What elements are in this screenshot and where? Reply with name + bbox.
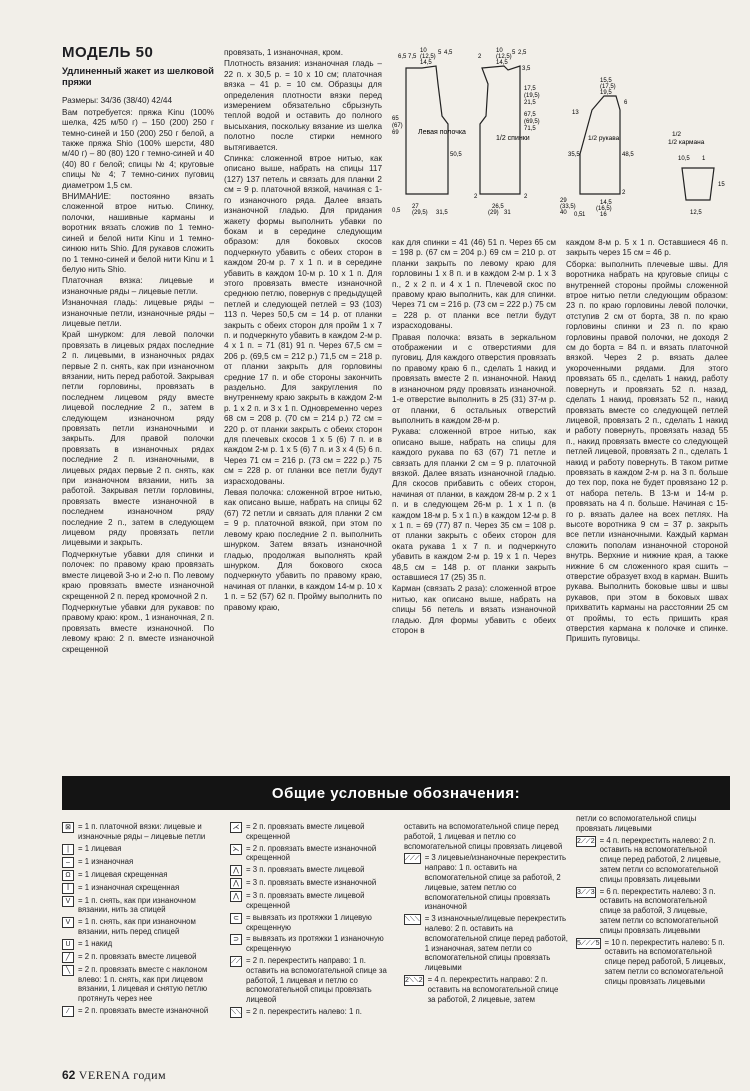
legend-text: = 2 п. перекрестить налево: 1 п. (246, 1006, 362, 1016)
front-top-dim: 10 (420, 48, 427, 54)
pocket-label-line-1: 1/2 (672, 131, 682, 138)
paragraph: Изнаночная гладь: лицевые ряды – изнаночные петли, изнаночные ряды – лицевые петли. (62, 298, 214, 328)
legend-row (62, 870, 222, 881)
back-side-dim: 17,5 (524, 86, 536, 92)
model-subtitle: Удлиненный жакет из шелковой пряжи (62, 66, 214, 89)
legend-row (62, 844, 222, 855)
stitch-symbol-icon: 3⟋⟋3 (577, 888, 595, 896)
legend-text: = 1 п. снять, как при изнаночном вязании, нить перед спицей (78, 917, 196, 936)
legend-title: Общие условные обозначения: (271, 784, 521, 802)
sleeve-top-dim: (17,5) (600, 84, 616, 90)
paragraph: Левая полочка: сложенной втрое нитью, как описано выше, набрать на спицы 62 (67) 72 петли и связать для планки 2 см = 9 р. платочной вязкой, при этом по левому краю последние 2 п. выполнить шнурком. Затем вязать изнаночной гладью, продолжая выполнять край шнурком. Для бокового скоса подчеркнуто убавить по правому краю, начиная от планки, в каждом 14-м р. 10 x 1 п. = 52 (57) 62 п. Пройму выполнить по правому краю, (224, 488, 382, 612)
pocket-top-dim: 15 (718, 182, 725, 188)
back-label: 1/2 спинки (496, 135, 530, 142)
sleeve-bottom-dim: (33,5) (560, 204, 576, 210)
paragraph: Платочная вязка: лицевые и изнаночные ряды – лицевые петли. (62, 276, 214, 296)
paragraph: Спинка: сложенной втрое нитью, как описано выше, набрать на спицы 117 (127) 137 петель и связать для планки 2 см = 9 р. платочной вязкой, начиная с 1-го изнаночного ряда. Далее вязать изнаночной гладью. Для придания жакету формы выполнить убавки по бокам и в середине следующим образом: для боковых скосов подчеркнуто убавить с обеих сторон в каждом 20-м р. 7 x 1 п. и в середине убавить в каждом 10-м р. 10 x 1 п. Для этого провязать вместе изнаночной среднюю петлю, повернув с предыдущей петлей и следующей петлей = 93 (103) 113 п. Через 50,5 см = 14 р. от планки закрыть с обеих сторон для пройм 1 x 7 п. и подчеркнуто убавить в каждом 2-м р. 4 x 1 п. = 71 (81) 91 п. Через 67,5 см = 206 р. (69,5 см = 212 р.) 71,5 см = 218 р. от планки закрыть для горловины средние 17 п. и обе стороны закончить раздельно. Для закругления по внутреннему краю закрыть в каждом 2-м р. 1 x 2 п. и 3 x 1 п. Одновременно через 68 см = 208 р. (70 см = 214 р.) 72 см = 220 р. от планки закрыть с обеих сторон для плечевых скосов 1 x 5 (6) 7 п. и в каждом 2-м р. 1 x 5 (6) 7 п. и 3 x 4 (5) 6 п. Через 71 см = 216 р. (73 см = 222 р.) 75 см = 228 р. от планки все петли будут израсходованы. (224, 154, 382, 486)
pocket-schematic (682, 168, 714, 200)
legend-text: = 6 п. перекрестить налево: 3 п. оставить на вспомогательной спице за работой, 3 лицевые, затем петли со вспомогательной спицы провязать лицевыми (599, 886, 719, 935)
stitch-symbol-icon: V (62, 896, 74, 907)
legend-row (230, 878, 398, 889)
back-bottom-dim: 31 (504, 210, 511, 216)
back-schematic (480, 66, 520, 194)
pocket-bottom-dim: 12,5 (690, 210, 702, 216)
pocket-label: 1/2 кармана (668, 139, 705, 146)
stitch-symbol-icon: ⋀ (230, 878, 242, 889)
page-footer (62, 1068, 166, 1083)
legend-text: = 1 изнаночная скрещенная (78, 882, 180, 892)
legend-text: = 2 п. провязать вместе изнаночной (78, 1005, 209, 1015)
back-top-dim: (12,5) (496, 54, 512, 60)
paragraph: Край шнурком: для левой полочки провязать в лицевых рядах последние 2 п. лицевыми, в изнаночных рядах первые 2 п. снять, как при изнаночном вязании, нить перед работой. Закрывая петли горловины, провязать в последнем лицевом ряду вместе лицевой последние 2 п., затем в следующем изнаночном ряду провязать петли изнаночными и закрыть. Для правой полочки провязать в изнаночных рядах последние 2 п. изнаночными, в лицевых рядах первые 2 п. снять, как при изнаночном вязании, нить за работой. Закрывая петли горловины, провязать вместе изнаночной в последнем изнаночном ряду последние 2 п., затем в следующем лицевом ряду провязать петли лицевыми и закрыть. (62, 330, 214, 548)
legend-row (230, 1007, 398, 1018)
legend-row (62, 857, 222, 868)
legend-column-2 (230, 822, 398, 1020)
front-top-dim: 14,5 (420, 60, 432, 66)
legend-text: = 1 лицевая скрещенная (78, 869, 168, 879)
paragraph: Рукава: сложенной втрое нитью, как описано выше, набрать на спицы для каждого рукава по 63 (67) 71 петле и связать для планки 2 см = 9 р. платочной вязкой. Далее вязать изнаночной гладью. Для скосов прибавить с обеих сторон, начиная от планки, в каждом 28-м р. 2 x 1 п. и в следующем 26-м р. 1 x 1 п. (в каждом 18-м р. 5 x 1 п.) в каждом 12-м р. 8 x 1 п. = 69 (77) 87 п. Через 35 см = 108 р. от планки закрыть с обеих сторон для оката рукава 1 x 7 п. и подчеркнуто убавить в каждом 2-м р. 19 x 1 п. Через 48,5 см = 148 р. от планки закрыть оставшиеся 17 (25) 35 п. (392, 427, 556, 582)
legend-text: = 1 накид (78, 938, 113, 948)
stitch-symbol-icon: ⟋⟋ (231, 957, 241, 965)
stitch-symbol-icon: ⁄ (62, 1006, 74, 1017)
pattern-schematics (392, 44, 728, 236)
back-side-dim: 71,5 (524, 126, 536, 132)
legend-row (230, 956, 398, 1005)
sleeve-bottom-dim: 14,5 (600, 200, 612, 206)
paragraph: как для спинки = 41 (46) 51 п. Через 65 см = 198 р. (67 см = 204 р.) 69 см = 210 р. от планки закрыть по левому краю для горловины 1 x 8 п. и в каждом 2-м р. 1 x 3 п., 2 x 2 п. и 4 x 1 п. Плечевой скос по правому краю выполнить, как для спинки. Через 71 см = 216 р. (73 см = 222 р.) 75 см = 228 р. от планки все петли будут израсходованы. (392, 238, 556, 331)
legend-text: = 2 п. провязать вместе лицевой (78, 951, 197, 961)
legend-text: оставить на вспомогательной спице перед работой, 1 лицевая и петлю со вспомогательной спицы провязать лицевой (404, 822, 563, 851)
stitch-symbol-icon: ⟍⟍ (231, 1008, 241, 1016)
stitch-symbol-icon: 2⟋⟋2 (577, 837, 595, 845)
front-top-dim: 6,5 (398, 54, 407, 60)
sleeve-bottom-dim: 40 (560, 210, 567, 216)
front-bottom-dim: (29,5) (412, 210, 428, 216)
back-side-dim: (19,5) (524, 93, 540, 99)
paragraph: Размеры: 34/36 (38/40) 42/44 (62, 96, 173, 106)
legend-row (62, 939, 222, 950)
sleeve-side-dim: 35,5 (568, 152, 580, 158)
legend-text: = 1 п. снять, как при изнаночном вязании, нить за спицей (78, 895, 196, 915)
sleeve-top-dim: 13 (572, 110, 579, 116)
legend-row (62, 822, 222, 842)
back-top-dim: 2 (478, 54, 482, 60)
legend-row (404, 822, 568, 851)
magazine-brand: VERENA годим (78, 1068, 167, 1082)
legend-row (404, 975, 568, 1004)
sleeve-schematic (580, 96, 620, 194)
text-column-2 (224, 48, 382, 614)
back-side-dim: 67,5 (524, 112, 536, 118)
pocket-top-dim: 1 (702, 156, 706, 162)
back-side-dim: (69,5) (524, 119, 540, 125)
paragraph: провязать, 1 изнаночная, кром. (224, 48, 343, 57)
sleeve-side-dim: 2 (622, 190, 626, 196)
legend-row (230, 822, 398, 842)
stitch-symbol-icon: U (62, 939, 74, 950)
stitch-symbol-icon: ⊠ (62, 822, 74, 833)
legend-row (576, 814, 728, 834)
back-top-dim: 3,5 (522, 66, 531, 72)
sleeve-bottom-dim: 16 (600, 212, 607, 218)
legend-row (230, 913, 398, 933)
front-top-dim: 5 (438, 50, 442, 56)
front-top-dim: (12,5) (420, 54, 436, 60)
sleeve-top-dim: 6 (624, 100, 628, 106)
paragraph: Плотность вязания: изнаночная гладь – 22 п. x 30,5 р. = 10 x 10 см; платочная вязка – 41 р. = 10 см. Образцы для определения плотности вязки перед измерением обязательно сбрызнуть теплой водой и оставить до полного высыхания, поскольку вязание из шелка полотно после стирки немного вытягивается. (224, 59, 382, 152)
legend-text: = 1 лицевая (78, 843, 122, 853)
stitch-symbol-icon: ⟋⟋⟋ (405, 855, 420, 863)
back-side-dim: 2 (524, 194, 528, 200)
front-side-dim: 69 (392, 130, 399, 136)
paragraph: Вам потребуется: пряжа Kinu (100% шелка, 425 м/50 г) – 150 (200) 250 г темно-синей и 150 (200) 250 г белой, а также пряжа Shio (100% шерсти, 480 м/40 г) – 80 (80) 120 г темно-синей и 40 (40) 80 г белой; спицы № 4; круговые спицы № 4; 7 темно-синих пуговиц диаметром 1,5 см. (62, 107, 214, 190)
paragraph: каждом 8-м р. 5 x 1 п. Оставшиеся 46 п. закрыть через 15 см = 46 р. (566, 238, 728, 258)
legend-row (576, 938, 728, 987)
legend-text: = 2 п. провязать вместе изнаночной скрещенной (246, 843, 377, 863)
legend-row (230, 891, 398, 911)
sleeve-label: 1/2 рукава (588, 135, 620, 142)
legend-row (230, 934, 398, 954)
legend-column-1 (62, 822, 222, 1019)
stitch-symbol-icon: | (62, 844, 74, 855)
paragraph: ВНИМАНИЕ: постоянно вязать сложенной втрое нитью. Спинку, полочки, нашивные карманы и воротник вязать сложив по 1 темно-синей и белой нити Kinu и 1 темно-синюю нить Shio. Для рукавов сложить по 1 темно-синей и белой нити Kinu и 1 белую нить Shio. (62, 192, 214, 274)
sleeve-top-dim: 19,5 (600, 90, 612, 96)
text-column-4 (566, 238, 728, 646)
legend-text: = вывязать из протяжки 1 изнаночную скрещенную (246, 934, 384, 954)
legend-row (404, 914, 568, 973)
front-bottom-dim: 27 (412, 204, 419, 210)
pocket-top-dim: 10,5 (678, 156, 690, 162)
sleeve-bottom-dim: (16,5) (596, 206, 612, 212)
back-top-dim: 14,5 (496, 60, 508, 66)
front-label: Левая полочка (418, 129, 466, 136)
stitch-symbol-icon: ╲ (62, 965, 74, 976)
legend-text: = 1 п. платочной вязки: лицевые и изнаночные ряды – лицевые петли (78, 822, 206, 841)
stitch-symbol-icon: – (62, 857, 74, 868)
sleeve-bottom-dim: 29 (560, 198, 567, 204)
stitch-symbol-icon: V (62, 917, 74, 928)
legend-row (230, 865, 398, 876)
legend-text: = 1 изнаночная (78, 856, 134, 866)
stitch-symbol-icon: ⋌ (230, 822, 242, 833)
legend-row (230, 844, 398, 864)
back-side-dim: 21,5 (524, 100, 536, 106)
sleeve-bottom-dim: 0,5 (574, 212, 583, 218)
legend-column-3 (404, 822, 568, 1006)
stitch-symbol-icon: 2⟍⟍2 (405, 976, 423, 984)
legend-text: = 3 лицевые/изнаночные перекрестить направо: 1 п. оставить на вспомогательной спице за работой, 2 лицевые, затем петлю со вспомогательной спицы провязать изнаночной (424, 853, 567, 912)
legend-row (404, 853, 568, 912)
front-bottom-dim: 0,5 (392, 208, 401, 214)
paragraph: Правая полочка: вязать в зеркальном отображении и с отверстиями для пуговиц. Для каждого отверстия провязать по правому краю 6 п., сделать 1 накид и провязать вместе 2 п. изнаночной. Накид в изнаночном ряду провязать изнаночной. 1-е отверстие выполнить в 25 (31) 37-м р. от планки, 6 остальных отверстий выполнить в каждом 28-м р. (392, 332, 556, 425)
stitch-symbol-icon: ╱ (62, 952, 74, 963)
stitch-symbol-icon: Ω (62, 870, 74, 881)
stitch-symbol-icon: ⟍⟍⟍ (405, 916, 420, 924)
sleeve-bottom-dim: 1 (582, 212, 586, 218)
legend-text: = 3 п. провязать вместе лицевой (246, 865, 365, 875)
legend-text: = 3 п. провязать вместе изнаночной (246, 878, 377, 888)
back-top-dim: 10 (496, 48, 503, 54)
back-bottom-dim: (29) (488, 210, 499, 216)
legend-column-4 (576, 814, 728, 989)
stitch-symbol-icon: ⋀ (230, 865, 242, 876)
front-side-dim: 65 (392, 116, 399, 122)
legend-text: = 3 изнаночные/лицевые перекрестить налево: 2 п. оставить на вспомогательной спице перед работой, 1 изнаночная, затем петли со вспомогательной спицы провязать лицевыми (424, 914, 568, 973)
front-bottom-dim: 31,5 (436, 210, 448, 216)
back-top-dim: 2,5 (518, 50, 527, 56)
legend-text: = 4 п. перекрестить налево: 2 п. оставить на вспомогательной спице перед работой, 2 лицевые, затем петли со вспомогательной спицы провязать лицевыми (599, 835, 721, 884)
stitch-symbol-icon: ꟾ (62, 883, 74, 894)
stitch-symbol-icon: ⋀ (230, 891, 242, 902)
legend-text: = 2 п. провязать вместе с наклоном влево: 1 п. снять, как при лицевом вязании, 1 лицевая и снятую петлю протянуть через нее (78, 964, 208, 1004)
paragraph: Карман (связать 2 раза): сложенной втрое нитью, как описано выше, набрать на спицы 56 петель и вязать изнаночной гладью. Для формы убавить с обеих сторон в (392, 584, 556, 636)
legend-row (62, 952, 222, 963)
stitch-symbol-icon: ⊃ (230, 934, 242, 945)
legend-row (576, 887, 728, 936)
legend-row (62, 965, 222, 1004)
page-number: 62 (62, 1068, 76, 1082)
paragraph: Подчеркнутые убавки для спинки и полочек: по правому краю провязать вместе лицевой 3-ю и 2-ю п. По левому краю провязать вместе изнаночной скрещенной 2 п. перед кромочной 2 п. (62, 549, 214, 601)
legend-text: = 2 п. перекрестить направо: 1 п. оставить на вспомогательной спице за работой, 1 лицевая и петлю со вспомогательной спицы провязать лицевой (246, 955, 387, 1005)
legend-row (62, 1006, 222, 1017)
stitch-symbol-icon: 5⟋⟋⟋5 (577, 939, 600, 947)
front-top-dim: 4,5 (444, 50, 453, 56)
front-top-dim: 7,5 (408, 54, 417, 60)
legend-text: = 10 п. перекрестить налево: 5 п. оставить на вспомогательной спице перед работой, 5 лицевых, затем петли со вспомогательной спицы провязать лицевыми (604, 937, 726, 986)
paragraph: Сборка: выполнить плечевые швы. Для воротника набрать на круговые спицы с внутренней стороны проймы сложенной втрое нитью петли следующим образом: 23 п. по краю горловины левой полочки, отступив 2 см от борта, 38 п. по краю горловины спинки и 23 п. по краю горловины правой полочки, не доходя 2 см до борта = 84 п. и вязать платочной вязкой. Через 2 р. вязать далее укороченными рядами. Для этого провязать 65 п., сделать 1 накид, работу повернуть и провязать 52 п. назад, сделать 1 накид, провязать 52 п., накид провязать вместе со следующей петлей лицевой, провязать 2 п., сделать 1 накид и работу повернуть, провязать назад 55 п., накид провязать вместе со следующей петлей лицевой, провязать 2 п., сделать 1 накид и работу повернуть. В таком ритме провязать в каждом 2-м р. на 3 п. больше до тех пор, пока не будет провязано 12 р. от набора петель. В 13-м и 14-м р. провязать на 4 п. больше. Начиная с 15-го р. вязать далее на всех петлях. На высоте воротника 9 см = 37 р. закрыть все петли изнаночными. Каждый карман сложить пополам изнаночной стороной внутрь. Верхние и нижние края, а также нижние 6 см сложенного края сшить – отверстие образует вход в карман. Вшить рукава. Выполнить боковые швы и швы рукавов, при этом в боковых швах прихватить карманы на расстоянии 25 см от проймы, то есть пришить края отверстия кармана к полочке и спинке. Пришить пуговицы. (566, 259, 728, 644)
legend-text: = 4 п. перекрестить направо: 2 п. оставить на вспомогательной спице за работой, 2 лицевые, затем (427, 974, 559, 1004)
legend-row (62, 917, 222, 937)
legend-row (576, 836, 728, 885)
stitch-symbol-icon: ⊂ (230, 913, 242, 924)
front-mid-dim: 50,5 (450, 152, 462, 158)
sleeve-top-dim: 15,5 (600, 78, 612, 84)
text-column-1 (62, 44, 214, 656)
stitch-symbol-icon: ⋋ (230, 844, 242, 855)
sleeve-side-dim: 48,5 (622, 152, 634, 158)
legend-row (62, 883, 222, 894)
front-side-dim: (67) (392, 123, 403, 129)
legend-text: = 3 п. провязать вместе лицевой скрещенной (246, 891, 365, 910)
legend-text: = 2 п. провязать вместе лицевой скрещенной (246, 822, 365, 841)
text-column-3 (392, 238, 556, 637)
legend-text: петли со вспомогательной спицы провязать лицевыми (576, 814, 697, 833)
back-bottom-dim: 2 (474, 194, 478, 200)
paragraph: Подчеркнутые убавки для рукавов: по правому краю: кром., 1 изнаночная, 2 п. провязать вместе изнаночной. По левому краю: 2 п. вместе изнаночной скрещенной (62, 602, 214, 654)
back-bottom-dim: 26,5 (492, 204, 504, 210)
legend-row (62, 896, 222, 916)
legend-text: = вывязать из протяжки 1 лицевую скрещенную (246, 912, 372, 932)
legend-banner (62, 776, 730, 810)
back-top-dim: 5 (512, 50, 516, 56)
model-title: МОДЕЛЬ 50 (62, 44, 154, 61)
